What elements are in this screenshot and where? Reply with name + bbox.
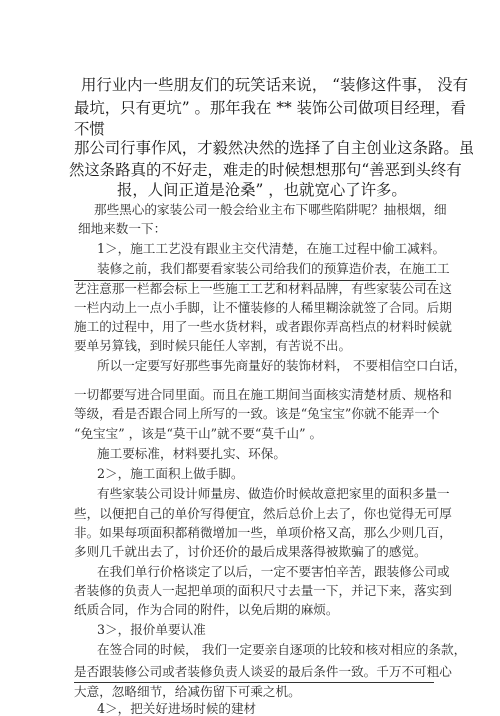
text-line: 艺注意那一栏都会标上一些施工工艺和材料品牌，有些家装公司在这 <box>74 281 452 296</box>
underline-rule <box>74 682 434 683</box>
text-line: 多则几千就出去了，讨价还价的最后成果落得被欺骗了的感觉。 <box>74 544 427 559</box>
text-line: 那些黑心的家装公司一般会给业主布下哪些陷阱呢？抽根烟，细 <box>94 202 447 217</box>
text-line: 那公司行事作风，才毅然决然的选择了自主创业这条路。虽 <box>74 139 475 157</box>
text-line: 细地来数一下： <box>78 221 167 236</box>
text-line: 非。如果每项面积都稍微增加一些，单项价格又高，那么少则几百， <box>74 525 452 540</box>
text-line: 不惯 <box>74 120 105 138</box>
text-line: 最坑，只有更坑” 。那年我在 ** 装饰公司做项目经理，看 <box>74 99 466 117</box>
text-line: 有些家装公司设计师量房、做造价时候故意把家里的面积多量一 <box>97 486 450 501</box>
text-line: 用行业内一些朋友们的玩笑话来说， “装修这件事， 没有 <box>81 76 469 94</box>
text-line: 报，人间正道是沧桑” ，也就宽心了许多。 <box>117 181 407 199</box>
text-line: 2＞，施工面积上做手脚。 <box>97 466 244 481</box>
text-line: 装修之前，我们都要看家装公司给我们的预算造价表，在施工工 <box>97 261 450 276</box>
text-line: 大意，忽略细节，给减伤留下可乘之机。 <box>74 684 301 699</box>
text-line: 施工的过程中，用了一些水货材料，或者跟你弄高档点的材料时候就 <box>74 319 452 334</box>
text-line: 1＞，施工工艺没有跟业主交代清楚，在施工过程中偷工减料。 <box>97 241 446 256</box>
text-line: 在签合同的时候， 我们一定要亲自逐项的比较和核对相应的条款， <box>97 642 467 657</box>
text-line: 3＞，报价单要认准 <box>97 622 206 637</box>
text-line: 所以一定要写好那些事先商量好的装饰材料， 不要相信空口白话， <box>97 358 467 373</box>
text-line: 要单另算钱，到时候只能任人宰割，有苦说不出。 <box>74 338 352 353</box>
text-line: 纸质合同，作为合同的附件，以免后期的麻烦。 <box>74 602 339 617</box>
text-line: 然这条路真的不好走，难走的时候想想那句“善恶到头终有 <box>69 161 462 179</box>
text-line: 在我们单行价格谈定了以后，一定不要害怕辛苦，跟装修公司或 <box>97 564 450 579</box>
text-line: 等级，看是否跟合同上所写的一致。该是“兔宝宝”你就不能弄一个 <box>74 406 440 421</box>
text-line: 是否跟装修公司或者装修负责人谈妥的最后条件一致。千万不可粗心 <box>74 664 452 679</box>
text-line: 一切都要写进合同里面。而且在施工期间当面核实清楚材质、规格和 <box>74 387 452 402</box>
text-line: 些，以便把自己的单价写得便宜，然后总价上去了，你也觉得无可厚 <box>74 506 452 521</box>
text-line: “免宝宝” ，该是“莫干山”就不要“莫千山” 。 <box>74 426 323 441</box>
text-line: 4＞，把关好进场时候的建材 <box>97 701 257 716</box>
text-line: 施工要标准，材料要扎实、环保。 <box>97 446 286 461</box>
text-line: 者装修的负责人一起把单项的面积尺寸去量一下，并记下来，落实到 <box>74 583 452 598</box>
text-line: 一栏内动上一点小手脚，让不懂装修的人稀里糊涂就签了合同。后期 <box>74 300 452 315</box>
